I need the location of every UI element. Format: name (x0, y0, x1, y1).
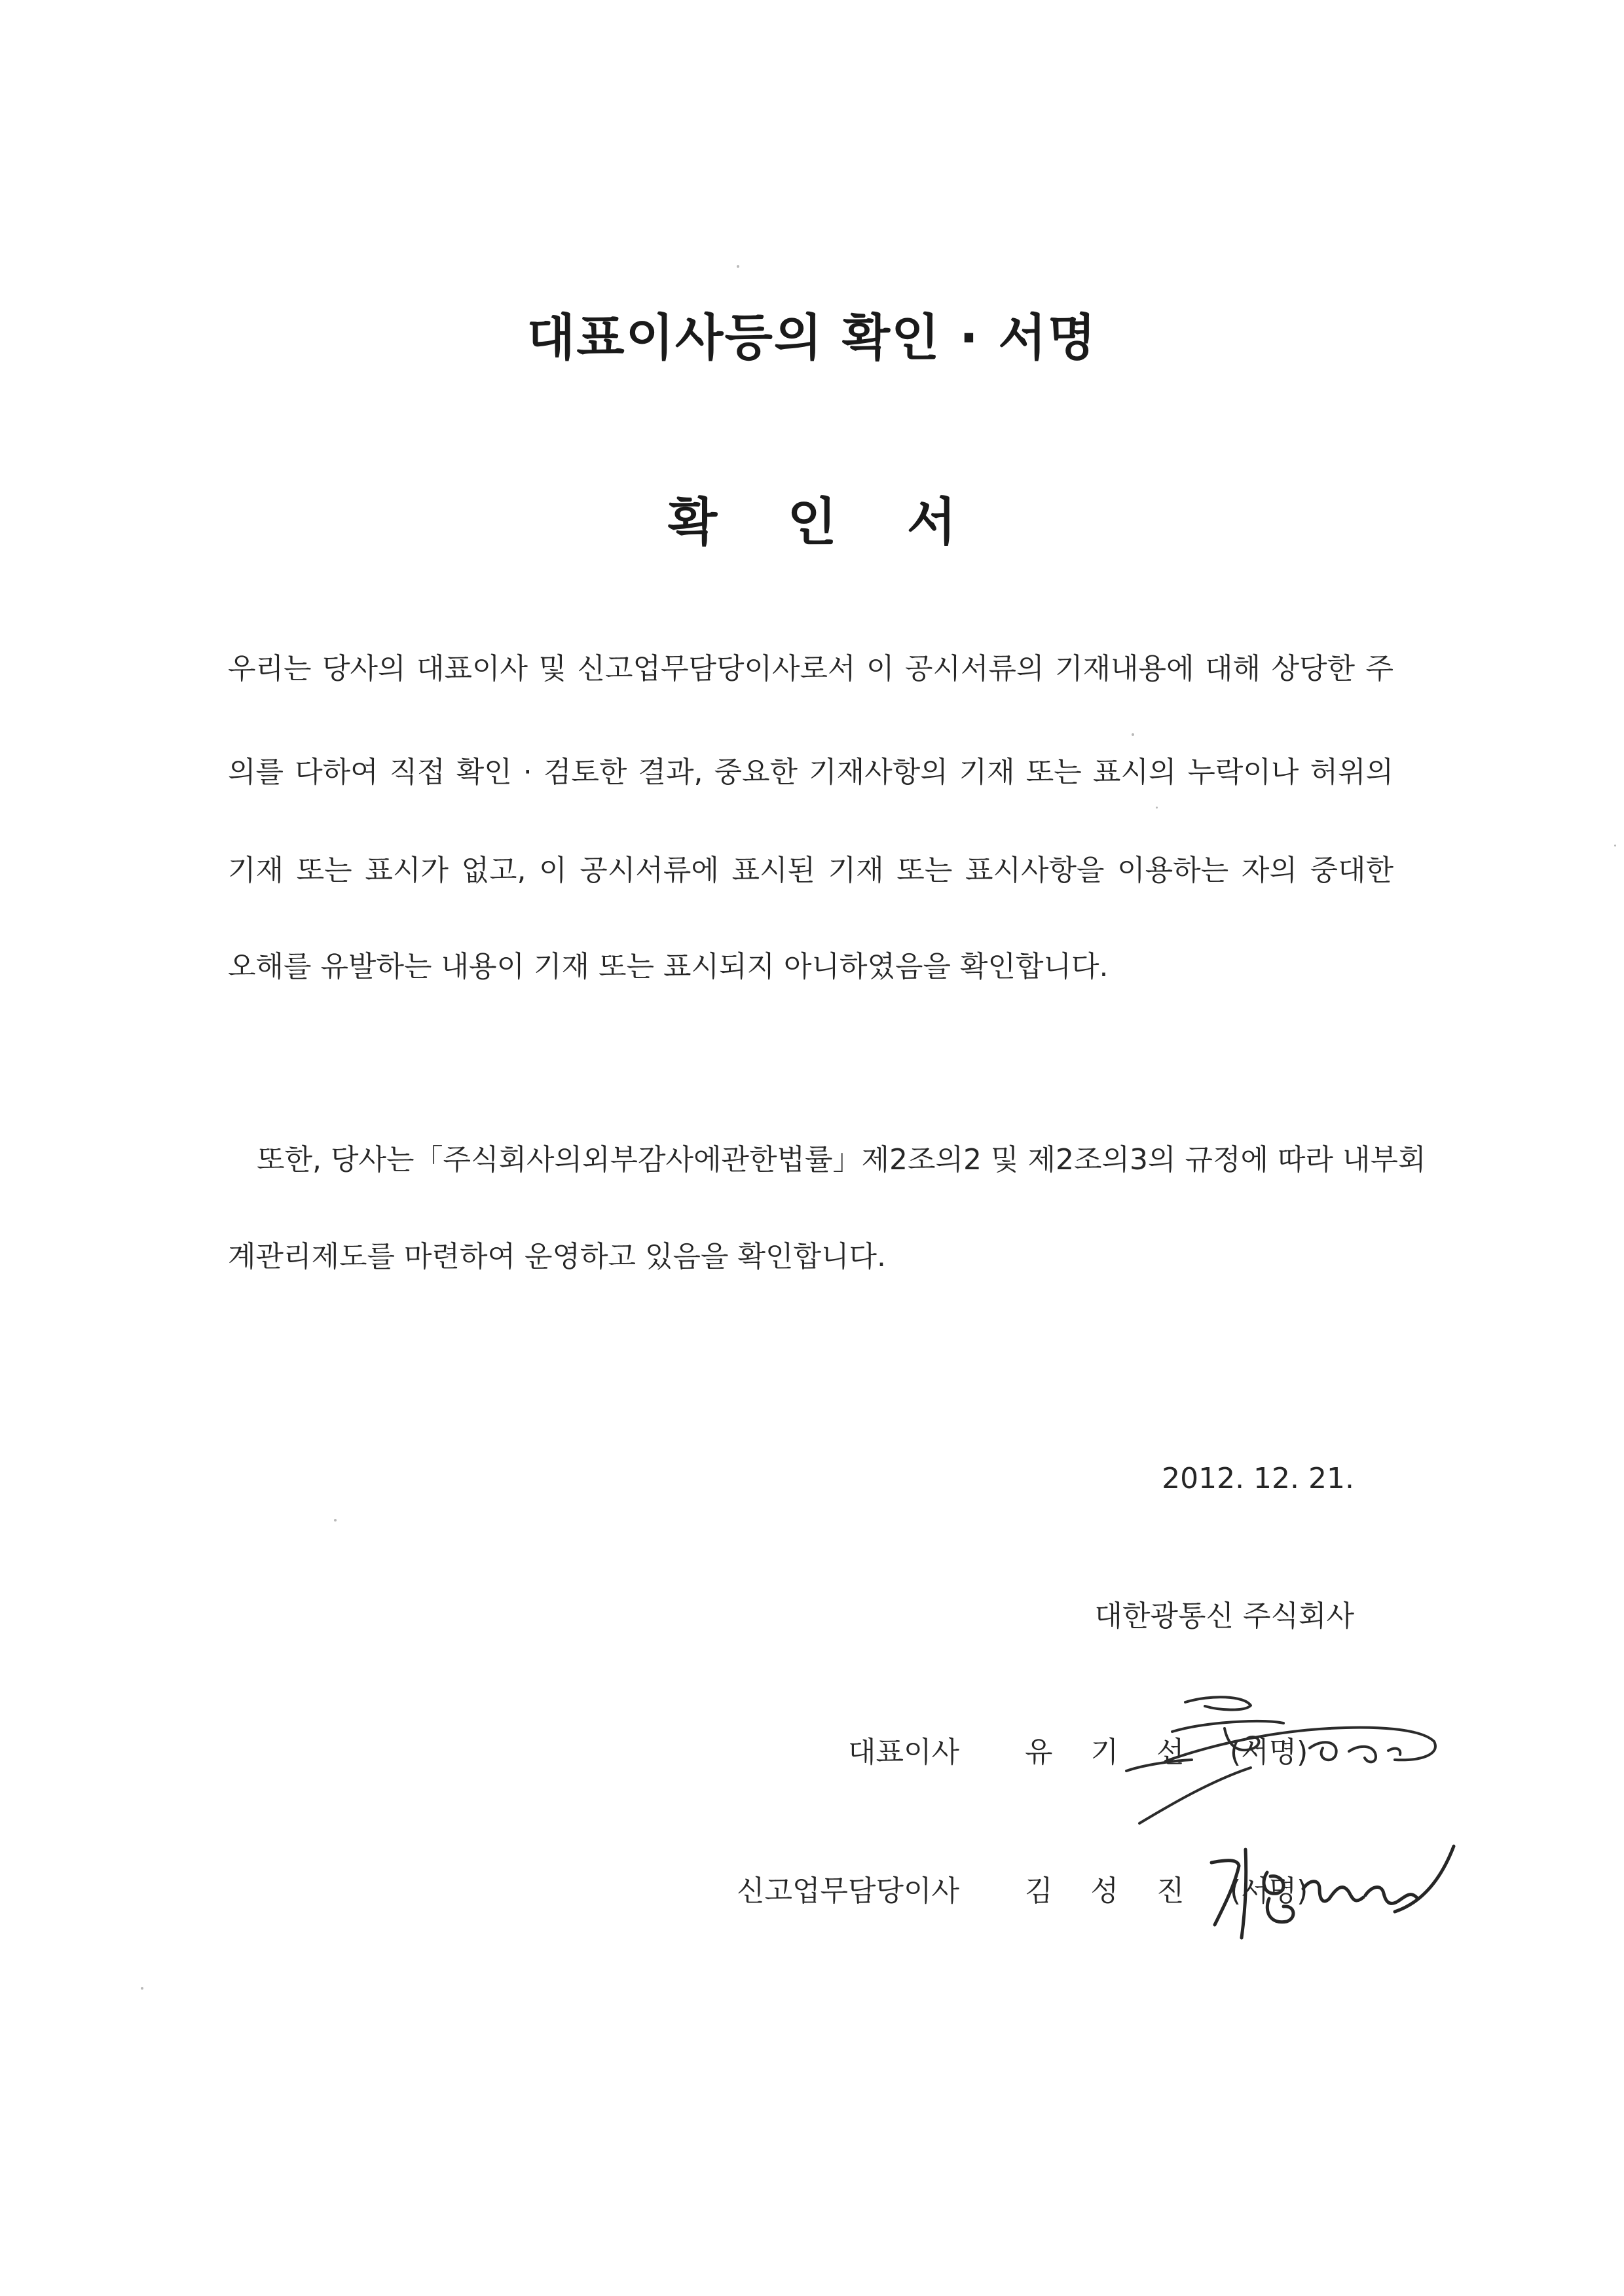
signatory-title: 대표이사 (847, 1736, 959, 1769)
document-date: 2012. 12. 21. (1162, 1462, 1354, 1495)
paragraph1-line: 오해를 유발하는 내용이 기재 또는 표시되지 아니하였음을 확인합니다. (228, 950, 1109, 983)
paragraph1-line: 의를 다하여 직접 확인 · 검토한 결과, 중요한 기재사항의 기재 또는 표시의 누락이나 허위의 (228, 756, 1393, 789)
paragraph2-line: 계관리제도를 마련하여 운영하고 있음을 확인합니다. (228, 1240, 887, 1273)
handwritten-signature-2 (1198, 1833, 1460, 1944)
company-name: 대한광통신 주식회사 (1094, 1599, 1354, 1633)
scan-speck (1132, 733, 1134, 736)
document-title: 대표이사등의 확인 · 서명 (526, 308, 1098, 367)
scan-speck (141, 1987, 143, 1990)
handwritten-signature-1 (1113, 1683, 1454, 1827)
signatory-name: 김 성 진 (1025, 1874, 1199, 1908)
signature-mark-label: (서명) (1230, 1874, 1308, 1908)
scan-speck (737, 265, 739, 268)
scan-speck (334, 1519, 337, 1522)
scan-speck (1614, 845, 1616, 847)
paragraph2-line: 또한, 당사는「주식회사의외부감사에관한법률」제2조의2 및 제2조의3의 규정에 따라 내부회 (257, 1143, 1426, 1176)
scan-speck (1156, 807, 1158, 809)
paragraph1-line: 우리는 당사의 대표이사 및 신고업무담당이사로서 이 공시서류의 기재내용에 대해 상당한 주 (228, 652, 1393, 685)
signatory-name: 유 기 선 (1025, 1736, 1199, 1769)
signatory-title: 신고업무담당이사 (736, 1874, 959, 1908)
paragraph1-line: 기재 또는 표시가 없고, 이 공시서류에 표시된 기재 또는 표시사항을 이용하는 자의 중대한 (228, 854, 1393, 887)
signature-mark-label: (서명) (1230, 1736, 1308, 1769)
document-subtitle: 확 인 서 (667, 493, 983, 552)
